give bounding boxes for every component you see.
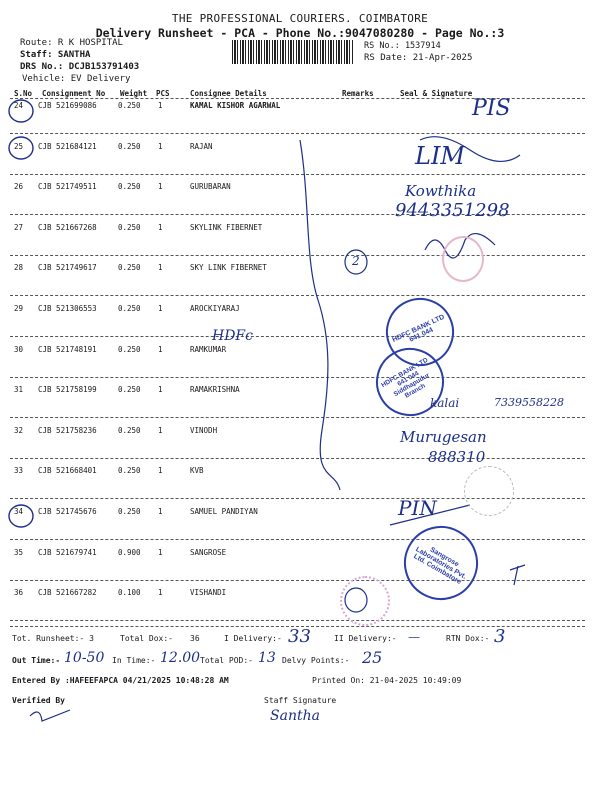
i-delivery-label: I Delivery:- xyxy=(224,634,282,643)
col-consignment: Consignment No xyxy=(42,89,106,98)
total-dox-value: 36 xyxy=(190,634,200,643)
row-sno: 35 xyxy=(14,547,24,557)
row-pcs: 1 xyxy=(158,344,163,354)
runsheet-title: Delivery Runsheet - PCA - Phone No.:9047080280 - Page No.:3 xyxy=(95,26,505,40)
row-sno: 36 xyxy=(14,588,24,598)
row-weight: 0.250 xyxy=(118,466,141,476)
tot-runsheet: Tot. Runsheet:- 3 xyxy=(12,634,94,643)
hw-31a: kalai xyxy=(430,396,460,410)
out-time-label: Out Time:- xyxy=(12,656,61,665)
row-consignee: SKYLINK FIBERNET xyxy=(190,222,263,232)
row-sno: 25 xyxy=(14,141,24,151)
rtn-dox-label: RTN Dox:- xyxy=(446,634,490,643)
circle-34 xyxy=(9,505,33,527)
row-sno: 31 xyxy=(14,385,24,395)
hw-34: PIN xyxy=(398,496,437,520)
rs-date: RS Date: 21-Apr-2025 xyxy=(364,53,473,63)
row-pcs: 1 xyxy=(158,466,163,476)
hw-26b: 9443351298 xyxy=(395,200,510,221)
rtn-dox-value: 3 xyxy=(494,626,506,647)
hdfc-stamp-1: HDFC BANK LTD 641 044 xyxy=(375,287,465,377)
row-sno: 26 xyxy=(14,182,24,192)
i-delivery-value: 33 xyxy=(288,626,311,647)
row-consignment: CJB 521667282 xyxy=(38,588,97,598)
row-pcs: 1 xyxy=(158,385,163,395)
row-pcs: 1 xyxy=(158,101,163,110)
sig-stroke-35 xyxy=(510,565,525,585)
row-consignment: CJB 521758236 xyxy=(38,425,97,435)
hw-26a: Kowthika xyxy=(405,182,477,200)
hw-31b: 7339558228 xyxy=(494,396,564,409)
row-sno: 33 xyxy=(14,466,24,476)
row-consignment: CJB 521667268 xyxy=(38,222,97,232)
hdfc-stamp-2: HDFC BANK LTD 641 044 Siddhapudur Branch xyxy=(364,336,457,429)
row-consignee: AROCKIYARAJ xyxy=(190,304,240,313)
total-pod-label: Total POD:- xyxy=(200,656,253,665)
row-consignee: GURUBARAN xyxy=(190,182,231,192)
verified-by-label: Verified By xyxy=(12,696,65,705)
row-consignment: CJB 521684121 xyxy=(38,141,97,151)
circle-24 xyxy=(9,100,33,122)
delv-points-value: 25 xyxy=(362,648,383,667)
row-consignee: RAMAKRISHNA xyxy=(190,385,240,395)
row-sno: 32 xyxy=(14,425,24,435)
ii-delivery-label: II Delivery:- xyxy=(334,634,397,643)
col-pcs: PCS xyxy=(156,89,170,98)
row-consignee: KAMAL KISHOR AGARWAL xyxy=(190,101,281,110)
row-consignment: CJB 521306553 xyxy=(38,304,97,313)
printed-on: Printed On: 21-04-2025 10:49:09 xyxy=(312,676,462,685)
row-weight: 0.250 xyxy=(118,425,141,435)
row-pcs: 1 xyxy=(158,141,163,151)
row-pcs: 1 xyxy=(158,182,163,192)
staff: Staff: SANTHA xyxy=(20,50,91,60)
staff-signature: Santha xyxy=(270,708,320,724)
col-sno: S.No xyxy=(14,89,33,98)
vehicle: Vehicle: EV Delivery xyxy=(22,74,131,84)
row-weight: 0.100 xyxy=(118,588,141,598)
pink-stamp-top xyxy=(442,236,484,282)
row-sno: 30 xyxy=(14,344,24,354)
row-consignment: CJB 521748191 xyxy=(38,344,97,354)
row-consignment: CJB 521668401 xyxy=(38,466,97,476)
row-sno: 29 xyxy=(14,304,24,313)
row-consignment: CJB 521699086 xyxy=(38,101,97,110)
hw-25: LIM xyxy=(415,142,465,170)
verified-signature xyxy=(30,710,70,721)
total-dox-label: Total Dox:- xyxy=(120,634,173,643)
pink-stamp-bottom xyxy=(340,576,390,626)
route: Route: R K HOSPITAL xyxy=(20,38,123,48)
row-weight: 0.900 xyxy=(118,547,141,557)
col-remarks: Remarks xyxy=(342,89,374,98)
row-sno: 34 xyxy=(14,507,24,516)
col-seal-signature: Seal & Signature xyxy=(400,89,473,98)
row-weight: 0.250 xyxy=(118,263,141,273)
hw-29: HDFc xyxy=(212,328,253,344)
entered-by: Entered By :HAFEEFAPCA 04/21/2025 10:48:28 AM xyxy=(12,676,229,685)
row-consignment: CJB 521745676 xyxy=(38,507,97,516)
out-time-value: 10-50 xyxy=(64,650,105,666)
row-pcs: 1 xyxy=(158,425,163,435)
delv-points-label: Delvy Points:- xyxy=(282,656,350,665)
ii-delivery-value: — xyxy=(408,630,420,644)
remarks-scribble xyxy=(300,140,340,490)
in-time-value: 12.00 xyxy=(160,650,201,666)
drs-number: DRS No.: DCJB153791403 xyxy=(20,62,140,72)
row-pcs: 1 xyxy=(158,304,163,313)
hw-32a: Murugesan xyxy=(400,428,487,446)
faint-stamp xyxy=(464,466,514,516)
row-consignment: CJB 521749617 xyxy=(38,263,97,273)
total-pod-value: 13 xyxy=(258,650,276,666)
row-weight: 0.250 xyxy=(118,344,141,354)
col-weight: Weight xyxy=(120,89,148,98)
hw-32b: 888310 xyxy=(428,448,486,466)
row-weight: 0.250 xyxy=(118,141,141,151)
hw-mark-2: 2 xyxy=(352,254,360,268)
row-consignee: RAMKUMAR xyxy=(190,344,227,354)
row-pcs: 1 xyxy=(158,222,163,232)
row-sno: 27 xyxy=(14,222,24,232)
row-consignee: SANGROSE xyxy=(190,547,227,557)
row-consignment: CJB 521679741 xyxy=(38,547,97,557)
circle-25 xyxy=(9,137,33,159)
row-consignee: VISHANDI xyxy=(190,588,227,598)
row-sno: 24 xyxy=(14,101,24,110)
in-time-label: In Time:- xyxy=(112,656,156,665)
staff-signature-label: Staff Signature xyxy=(264,696,337,705)
row-sno: 28 xyxy=(14,263,24,273)
row-consignment: CJB 521749511 xyxy=(38,182,97,192)
row-weight: 0.250 xyxy=(118,222,141,232)
hw-24: PIS xyxy=(472,96,511,121)
company-name: THE PROFESSIONAL COURIERS. COIMBATORE xyxy=(171,12,429,25)
row-consignee: KVB xyxy=(190,466,204,476)
row-consignment: CJB 521758199 xyxy=(38,385,97,395)
row-weight: 0.250 xyxy=(118,182,141,192)
row-weight: 0.250 xyxy=(118,304,141,313)
row-pcs: 1 xyxy=(158,507,163,516)
col-consignee: Consignee Details xyxy=(190,89,267,98)
row-weight: 0.250 xyxy=(118,101,141,110)
rs-number: RS No.: 1537914 xyxy=(364,41,441,51)
row-weight: 0.250 xyxy=(118,507,141,516)
row-weight: 0.250 xyxy=(118,385,141,395)
row-consignee: VINODH xyxy=(190,425,218,435)
row-consignee: SKY LINK FIBERNET xyxy=(190,263,267,273)
row-consignee: RAJAN xyxy=(190,141,213,151)
row-pcs: 1 xyxy=(158,547,163,557)
row-pcs: 1 xyxy=(158,588,163,598)
sangrose-stamp: Sangrose Laboratories Pvt. Ltd. Coimbatore xyxy=(390,512,491,613)
row-pcs: 1 xyxy=(158,263,163,273)
row-consignee: SAMUEL PANDIYAN xyxy=(190,507,258,516)
